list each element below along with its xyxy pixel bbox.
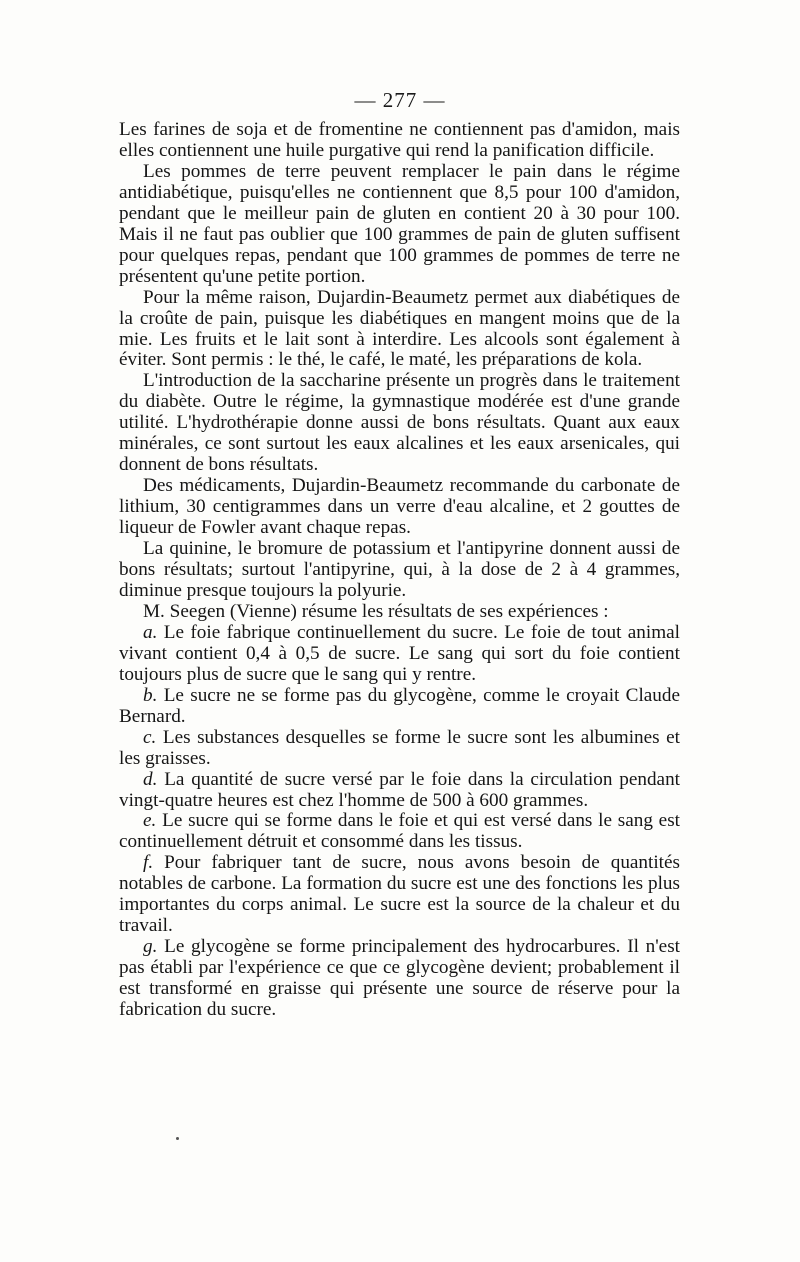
- finding-text: Les substances desquelles se forme le sucre sont les albumines et les graisses.: [119, 726, 680, 769]
- finding-text: Pour fabriquer tant de sucre, nous avons besoin de quantités notables de carbone. La formation du sucre est une des fonctions les plus importantes du corps animal. Le sucre est la source de la chaleur et du travail.: [119, 852, 681, 937]
- paragraph-quinine: La quinine, le bromure de potassium et l'antipyrine donnent aussi de bons résultats; surtout l'antipyrine, qui, à la dose de 2 à 4 grammes, diminue presque toujours la polyurie.: [119, 538, 680, 601]
- finding-letter: b.: [143, 684, 158, 706]
- finding-item: [119, 937, 680, 1021]
- paragraph-pommes-de-terre: Les pommes de terre peuvent remplacer le pain dans le régime antidiabétique, puisqu'elles ne contiennent que 8,5 pour 100 d'amidon, pendant que le meilleur pain de gluten en contient 20 à 30 pour 100. Mais il ne faut pas oublier que 100 grammes de pain de gluten suffisent pour quelques repas, pendant que 100 grammes de pommes de terre ne présentent qu'une petite portion.: [119, 160, 680, 287]
- finding-text: Le sucre qui se forme dans le foie et qui est versé dans le sang est continuellement détruit et consommé dans les tissus.: [119, 810, 680, 853]
- ink-speck: [176, 1137, 179, 1140]
- finding-item: [119, 853, 680, 937]
- paragraph-farines: Les farines de soja et de fromentine ne contiennent pas d'amidon, mais elles contiennent une huile purgative qui rend la panification difficile.: [119, 119, 680, 161]
- paragraph-meme-raison: Pour la même raison, Dujardin-Beaumetz permet aux diabétiques de la croûte de pain, puisque les diabétiques en mangent moins que de la mie. Les fruits et le lait sont à interdire. Les alcools sont également à éviter. Sont permis : le thé, le café, le maté, les préparations de kola.: [119, 286, 680, 371]
- finding-item: [119, 686, 680, 728]
- finding-letter: g.: [143, 936, 158, 958]
- finding-text: La quantité de sucre versé par le foie dans la circulation pendant vingt-quatre heures est chez l'homme de 500 à 600 grammes.: [119, 768, 680, 811]
- finding-item: [119, 728, 680, 770]
- finding-letter: c.: [143, 726, 157, 748]
- finding-item: [119, 770, 680, 812]
- finding-text: Le sucre ne se forme pas du glycogène, comme le croyait Claude Bernard.: [119, 684, 681, 727]
- page-number: — 277 —: [354, 88, 446, 112]
- finding-text: Le glycogène se forme principalement des hydrocarbures. Il n'est pas établi par l'expérience ce que ce glycogène devient; probablement il est transformé en graisse qui présente une source de réserve pour la fabrication du sucre.: [119, 936, 680, 1021]
- finding-letter: a.: [143, 621, 158, 643]
- finding-letter: d.: [143, 768, 158, 790]
- finding-letter: f.: [143, 852, 154, 874]
- body-text: [119, 120, 680, 1021]
- finding-letter: e.: [143, 810, 157, 832]
- finding-item: [119, 811, 680, 853]
- finding-item: [119, 623, 680, 686]
- paragraph-seegen: M. Seegen (Vienne) résume les résultats de ses expériences :: [143, 600, 609, 622]
- paragraph-saccharine: L'introduction de la saccharine présente un progrès dans le traitement du diabète. Outre le régime, la gymnastique modérée est d'une grande utilité. L'hydrothérapie donne aussi de bons résultats. Quant aux eaux minérales, ce sont surtout les eaux alcalines et les eaux arsenicales, qui donnent de bons résultats.: [119, 370, 680, 476]
- finding-text: Le foie fabrique continuellement du sucre. Le foie de tout animal vivant contient 0,4 à 0,5 de sucre. Le sang qui sort du foie contient toujours plus de sucre que le sang qui y rentre.: [119, 621, 680, 685]
- paragraph-medicaments: Des médicaments, Dujardin-Beaumetz recommande du carbonate de lithium, 30 centigrammes dans un verre d'eau alcaline, et 2 gouttes de liqueur de Fowler avant chaque repas.: [119, 475, 680, 539]
